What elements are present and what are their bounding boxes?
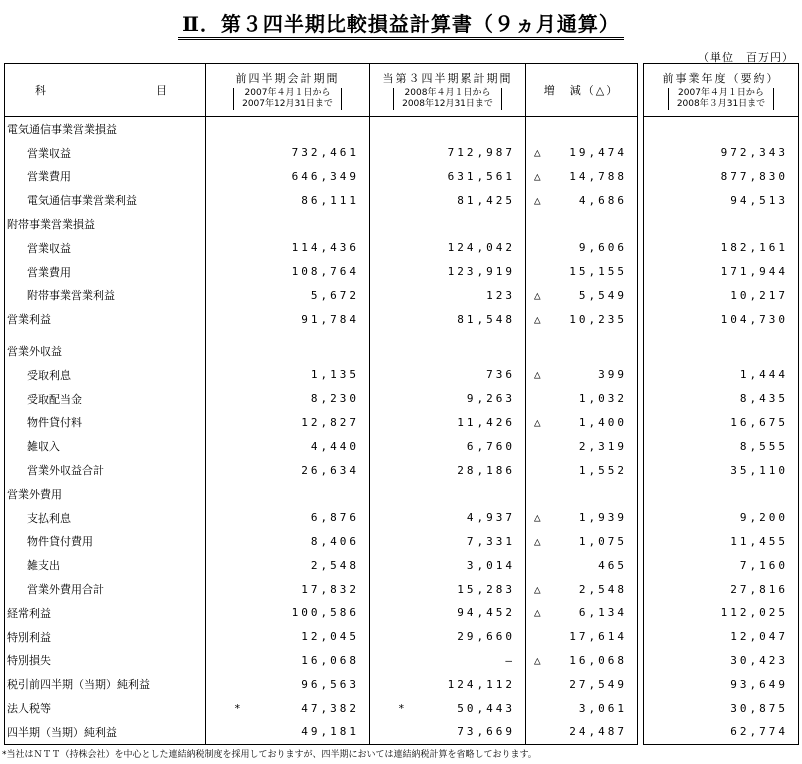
table-row	[5, 363, 799, 387]
prev-period-header: 前四半期会計期間 2007年４月１日から 2007年12月31日まで	[206, 64, 370, 117]
prev-period-value: 6,876	[206, 506, 370, 530]
change-value: △ 1,400	[526, 411, 638, 435]
change-value: △ 19,474	[526, 141, 638, 165]
row-label: 営業利益	[5, 307, 206, 331]
footnote: *当社はＮＴＴ（持株会社）を中心とした連結納税制度を採用しておりますが、四半期においては連結納税計算を省略しております。	[2, 750, 537, 760]
change-value: △ 4,686	[526, 188, 638, 212]
row-label: 特別利益	[5, 625, 206, 649]
current-period-value	[370, 212, 526, 236]
row-label: 営業費用	[5, 165, 206, 189]
fiscal-year-header: 前事業年度（要約） 2007年４月１日から 2008年３月31日まで	[644, 64, 799, 117]
prev-period-value: 12,827	[206, 411, 370, 435]
current-period-value: 3,014	[370, 553, 526, 577]
prev-period-value: 12,045	[206, 625, 370, 649]
current-period-value: 123,919	[370, 260, 526, 284]
prev-period-value: 49,181	[206, 720, 370, 744]
change-value: 24,487	[526, 720, 638, 744]
fiscal-year-value: 8,555	[644, 434, 799, 458]
row-label: 物件貸付料	[5, 411, 206, 435]
row-label: 支払利息	[5, 506, 206, 530]
change-value	[526, 482, 638, 506]
prev-period-value	[206, 482, 370, 506]
current-period-value	[370, 339, 526, 363]
current-period-value: 4,937	[370, 506, 526, 530]
row-label: 電気通信事業営業利益	[5, 188, 206, 212]
change-value: 2,319	[526, 434, 638, 458]
income-statement-table	[4, 63, 799, 745]
table-row	[5, 482, 799, 506]
table-row	[5, 506, 799, 530]
change-value: △ 5,549	[526, 284, 638, 308]
prev-period-value	[206, 117, 370, 141]
subject-header: 科 目	[5, 64, 206, 117]
spacer-row	[5, 331, 799, 339]
change-value: 9,606	[526, 236, 638, 260]
current-period-value: 7,331	[370, 530, 526, 554]
fiscal-year-value: 1,444	[644, 363, 799, 387]
fiscal-year-value: 7,160	[644, 553, 799, 577]
table-row	[5, 236, 799, 260]
table-row	[5, 339, 799, 363]
table-row	[5, 530, 799, 554]
change-value: △ 10,235	[526, 307, 638, 331]
row-label: 雑支出	[5, 553, 206, 577]
row-label: 特別損失	[5, 649, 206, 673]
table-row	[5, 117, 799, 141]
row-label: 営業収益	[5, 236, 206, 260]
current-period-value: 124,112	[370, 672, 526, 696]
table-row	[5, 672, 799, 696]
fiscal-year-value: 8,435	[644, 387, 799, 411]
current-period-value: 81,425	[370, 188, 526, 212]
fiscal-year-value	[644, 117, 799, 141]
change-value: △ 399	[526, 363, 638, 387]
row-label: 附帯事業営業損益	[5, 212, 206, 236]
table-row	[5, 188, 799, 212]
change-value: 15,155	[526, 260, 638, 284]
table-row	[5, 434, 799, 458]
change-value: 1,552	[526, 458, 638, 482]
change-value: △ 16,068	[526, 649, 638, 673]
fiscal-year-value: 11,455	[644, 530, 799, 554]
fiscal-year-value: 93,649	[644, 672, 799, 696]
table-row	[5, 141, 799, 165]
fiscal-year-value: 972,343	[644, 141, 799, 165]
change-value: △ 2,548	[526, 577, 638, 601]
table-row	[5, 553, 799, 577]
current-period-value: 631,561	[370, 165, 526, 189]
row-label: 四半期（当期）純利益	[5, 720, 206, 744]
fiscal-year-value: 62,774	[644, 720, 799, 744]
row-label: 営業外費用合計	[5, 577, 206, 601]
table-row	[5, 284, 799, 308]
fiscal-year-value: 877,830	[644, 165, 799, 189]
row-label: 電気通信事業営業損益	[5, 117, 206, 141]
fiscal-year-value	[644, 339, 799, 363]
prev-period-value: 108,764	[206, 260, 370, 284]
table-row	[5, 649, 799, 673]
prev-period-value: 4,440	[206, 434, 370, 458]
change-header: 増 減（△）	[526, 64, 638, 117]
current-period-value	[370, 482, 526, 506]
current-period-value: 6,760	[370, 434, 526, 458]
table-row	[5, 601, 799, 625]
prev-period-value: 732,461	[206, 141, 370, 165]
prev-period-value: 646,349	[206, 165, 370, 189]
change-value: 17,614	[526, 625, 638, 649]
change-value: 465	[526, 553, 638, 577]
unit-label: （単位 百万円）	[698, 51, 794, 64]
prev-period-value: 1,135	[206, 363, 370, 387]
prev-period-value: 114,436	[206, 236, 370, 260]
row-label: 営業費用	[5, 260, 206, 284]
fiscal-year-value: 104,730	[644, 307, 799, 331]
row-label: 法人税等	[5, 696, 206, 720]
prev-period-value: 16,068	[206, 649, 370, 673]
fiscal-year-value: 112,025	[644, 601, 799, 625]
fiscal-year-value	[644, 482, 799, 506]
table-row	[5, 307, 799, 331]
current-period-value: 736	[370, 363, 526, 387]
prev-period-value	[206, 339, 370, 363]
fiscal-year-value: 10,217	[644, 284, 799, 308]
row-label: 営業外費用	[5, 482, 206, 506]
change-value: △ 1,075	[526, 530, 638, 554]
row-label: 営業外収益合計	[5, 458, 206, 482]
table-row	[5, 696, 799, 720]
prev-period-value: 5,672	[206, 284, 370, 308]
prev-period-value: 2,548	[206, 553, 370, 577]
fiscal-year-value: 12,047	[644, 625, 799, 649]
current-period-value: 123	[370, 284, 526, 308]
change-value: 27,549	[526, 672, 638, 696]
prev-period-value: 86,111	[206, 188, 370, 212]
row-label: 税引前四半期（当期）純利益	[5, 672, 206, 696]
fiscal-year-value: 30,423	[644, 649, 799, 673]
row-label: 雑収入	[5, 434, 206, 458]
current-period-value: 712,987	[370, 141, 526, 165]
current-period-value: 11,426	[370, 411, 526, 435]
table-row	[5, 165, 799, 189]
prev-period-value: 17,832	[206, 577, 370, 601]
current-period-value: 94,452	[370, 601, 526, 625]
row-label: 受取利息	[5, 363, 206, 387]
change-value	[526, 339, 638, 363]
change-value: 3,061	[526, 696, 638, 720]
prev-period-value: 96,563	[206, 672, 370, 696]
row-label: 附帯事業営業利益	[5, 284, 206, 308]
prev-period-value: 26,634	[206, 458, 370, 482]
table-row	[5, 387, 799, 411]
fiscal-year-value: 16,675	[644, 411, 799, 435]
change-value	[526, 212, 638, 236]
table-row	[5, 260, 799, 284]
current-period-value: 81,548	[370, 307, 526, 331]
fiscal-year-value: 35,110	[644, 458, 799, 482]
table-row	[5, 411, 799, 435]
change-value: 1,032	[526, 387, 638, 411]
fiscal-year-value: 30,875	[644, 696, 799, 720]
table-row	[5, 212, 799, 236]
prev-period-value: 8,230	[206, 387, 370, 411]
row-label: 営業収益	[5, 141, 206, 165]
current-period-value: 28,186	[370, 458, 526, 482]
row-label: 営業外収益	[5, 339, 206, 363]
current-period-header: 当第３四半期累計期間 2008年４月１日から 2008年12月31日まで	[370, 64, 526, 117]
fiscal-year-value: 94,513	[644, 188, 799, 212]
prev-period-value: 91,784	[206, 307, 370, 331]
current-period-value: —	[370, 649, 526, 673]
fiscal-year-value: 9,200	[644, 506, 799, 530]
fiscal-year-value: 27,816	[644, 577, 799, 601]
change-value: △ 6,134	[526, 601, 638, 625]
prev-period-value: 8,406	[206, 530, 370, 554]
fiscal-year-value	[644, 212, 799, 236]
table-row	[5, 625, 799, 649]
row-label: 経常利益	[5, 601, 206, 625]
current-period-value: 124,042	[370, 236, 526, 260]
row-label: 受取配当金	[5, 387, 206, 411]
current-period-value: 9,263	[370, 387, 526, 411]
prev-period-value: * 47,382	[206, 696, 370, 720]
prev-period-value: 100,586	[206, 601, 370, 625]
prev-period-value	[206, 212, 370, 236]
table-row	[5, 720, 799, 744]
current-period-value: 29,660	[370, 625, 526, 649]
current-period-value: 73,669	[370, 720, 526, 744]
change-value	[526, 117, 638, 141]
fiscal-year-value: 182,161	[644, 236, 799, 260]
change-value: △ 14,788	[526, 165, 638, 189]
row-label: 物件貸付費用	[5, 530, 206, 554]
page-title: Ⅱ．第３四半期比較損益計算書（９ヵ月通算）	[0, 8, 802, 37]
current-period-value: 15,283	[370, 577, 526, 601]
table-row	[5, 577, 799, 601]
change-value: △ 1,939	[526, 506, 638, 530]
table-row	[5, 458, 799, 482]
current-period-value	[370, 117, 526, 141]
current-period-value: * 50,443	[370, 696, 526, 720]
fiscal-year-value: 171,944	[644, 260, 799, 284]
